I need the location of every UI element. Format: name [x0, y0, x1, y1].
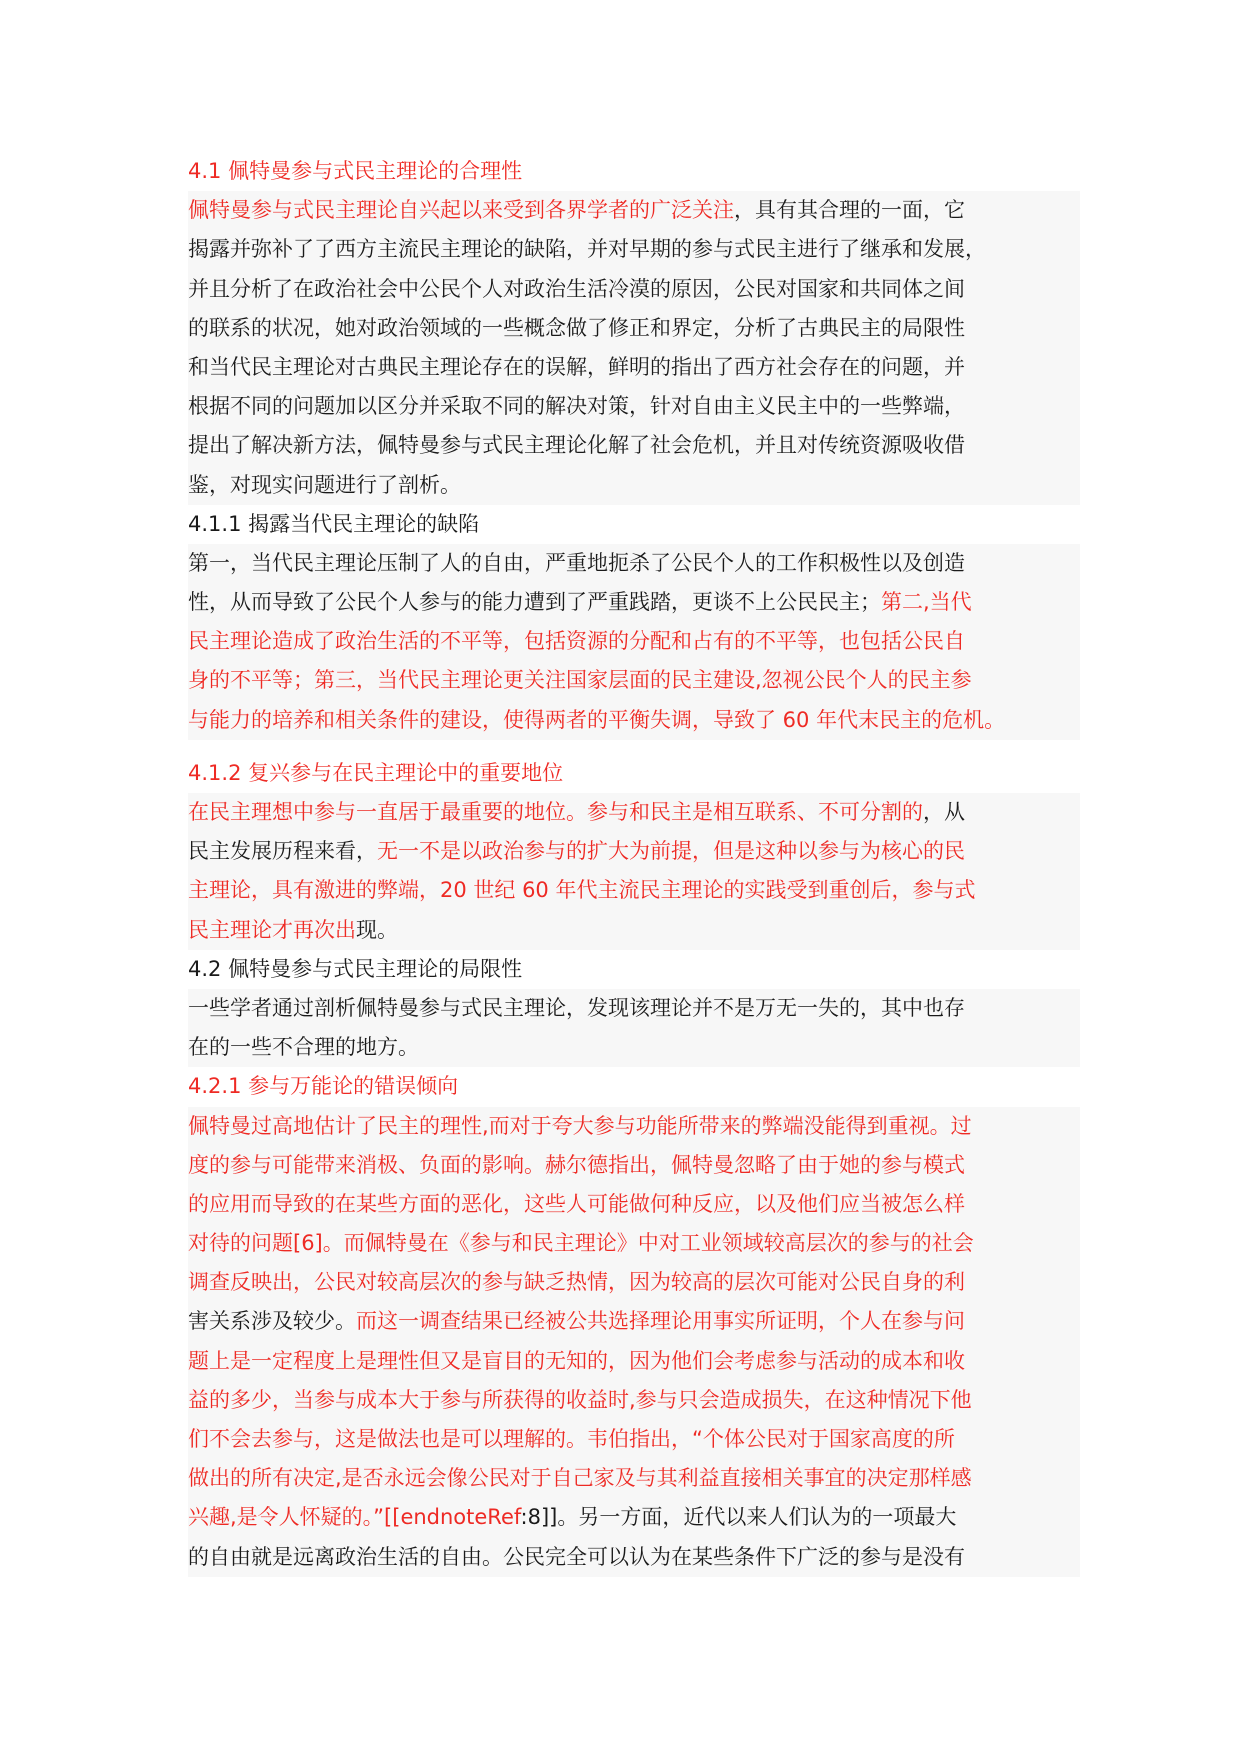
text-line	[188, 309, 1080, 348]
text-run: 主理论，具有激进的弊端，20 世纪 60 年代主流民主理论的实践受到重创后，参与式	[188, 878, 976, 903]
section-heading	[188, 1067, 1080, 1106]
text-run: 4.2 佩特曼参与式民主理论的局限性	[188, 956, 523, 981]
text-line	[188, 387, 1080, 426]
section-heading	[188, 950, 1080, 989]
text-run: 无一不是以政治参与的扩大为前提，但是这种以参与为核心的民	[377, 839, 965, 864]
text-run: 的应用而导致的在某些方面的恶化，这些人可能做何种反应，以及他们应当被怎么样	[188, 1191, 965, 1216]
text-run: 在的一些不合理的地方。	[188, 1035, 419, 1060]
text-line	[188, 871, 1080, 910]
text-run: :8]]。另一方面，近代以来人们认为的一项最大	[520, 1505, 957, 1530]
text-line	[188, 911, 1080, 950]
text-line	[188, 1420, 1080, 1459]
text-line	[188, 230, 1080, 269]
document-body	[188, 152, 1080, 1577]
text-line	[188, 270, 1080, 309]
text-line	[188, 1302, 1080, 1341]
section-heading	[188, 152, 1080, 191]
text-run: 揭露并弥补了了西方主流民主理论的缺陷，并对早期的参与式民主进行了继承和发展，	[188, 237, 986, 262]
text-run: 做出的所有决定,是否永远会像公民对于自己家及与其利益直接相关事宜的决定那样感	[188, 1466, 972, 1491]
text-run: 益的多少，当参与成本大于参与所获得的收益时,参与只会造成损失，在这种情况下他	[188, 1387, 972, 1412]
text-run: 提出了解决新方法，佩特曼参与式民主理论化解了社会危机，并且对传统资源吸收借	[188, 433, 965, 458]
text-line	[188, 1498, 1080, 1537]
text-run: 题上是一定程度上是理性但又是盲目的无知的，因为他们会考虑参与活动的成本和收	[188, 1348, 965, 1373]
text-line	[188, 1459, 1080, 1498]
text-run: 民主理论才再次出	[188, 917, 356, 942]
text-line	[188, 1342, 1080, 1381]
text-run: 性，从而导致了公民个人参与的能力遭到了严重践踏，更谈不上公民民主；	[188, 590, 881, 615]
text-run: 的联系的状况，她对政治领域的一些概念做了修正和界定，分析了古典民主的局限性	[188, 315, 965, 340]
text-run: 害关系涉及较少。	[188, 1309, 356, 1334]
section-heading	[188, 754, 1080, 793]
text-line	[188, 1381, 1080, 1420]
text-line	[188, 348, 1080, 387]
text-line	[188, 191, 1080, 230]
text-run: 第二,当代	[881, 590, 972, 615]
text-line	[188, 1538, 1080, 1577]
text-run: 4.2.1 参与万能论的错误倾向	[188, 1074, 459, 1099]
text-run: ，从	[923, 800, 965, 824]
text-run: 身的不平等；第三，当代民主理论更关注国家层面的民主建设,忽视公民个人的民主参	[188, 668, 972, 693]
text-run: 4.1.2 复兴参与在民主理论中的重要地位	[188, 760, 564, 785]
text-line	[188, 832, 1080, 871]
paragraph-gap	[188, 740, 1080, 754]
text-run: 第一，当代民主理论压制了人的自由，严重地扼杀了公民个人的工作积极性以及创造	[188, 550, 965, 575]
text-run: 在民主理想中参与一直居于最重要的地位。参与和民主是相互联系、不可分割的	[188, 800, 923, 824]
text-run: 民主发展历程来看，	[188, 839, 377, 864]
text-run: 民主理论造成了政治生活的不平等，包括资源的分配和占有的不平等，也包括公民自	[188, 629, 965, 654]
text-line	[188, 426, 1080, 465]
text-line	[188, 793, 1080, 832]
text-run: 4.1 佩特曼参与式民主理论的合理性	[188, 159, 523, 183]
text-line	[188, 466, 1080, 505]
text-line	[188, 989, 1080, 1028]
text-run: 与能力的培养和相关条件的建设，使得两者的平衡失调，导致了 60 年代末民主的危机。	[188, 707, 1006, 732]
text-line	[188, 1185, 1080, 1224]
text-run: 并且分析了在政治社会中公民个人对政治生活冷漠的原因，公民对国家和共同体之间	[188, 276, 965, 301]
text-run: 度的参与可能带来消极、负面的影响。赫尔德指出，佩特曼忽略了由于她的参与模式	[188, 1152, 965, 1177]
text-run: 佩特曼参与式民主理论自兴起以来受到各界学者的广泛关注	[188, 198, 734, 223]
text-run: 根据不同的问题加以区分并采取不同的解决对策，针对自由主义民主中的一些弊端，	[188, 394, 965, 419]
text-line	[188, 1028, 1080, 1067]
text-line	[188, 1146, 1080, 1185]
text-line	[188, 661, 1080, 700]
text-line	[188, 583, 1080, 622]
text-line	[188, 544, 1080, 583]
text-line	[188, 1107, 1080, 1146]
text-run: ，具有其合理的一面，它	[734, 198, 965, 223]
text-run: 鉴，对现实问题进行了剖析。	[188, 472, 461, 497]
text-line	[188, 622, 1080, 661]
text-line	[188, 1263, 1080, 1302]
text-run: 们不会去参与，这是做法也是可以理解的。韦伯指出，“个体公民对于国家高度的所	[188, 1427, 955, 1451]
text-run: 兴趣,是令人怀疑的。”[[endnoteRef	[188, 1505, 521, 1530]
text-run: 佩特曼过高地估计了民主的理性,而对于夸大参与功能所带来的弊端没能得到重视。过	[188, 1113, 972, 1138]
text-run: 调查反映出，公民对较高层次的参与缺乏热情，因为较高的层次可能对公民自身的利	[188, 1270, 965, 1295]
text-run: 现。	[356, 917, 398, 942]
text-run: 而这一调查结果已经被公共选择理论用事实所证明，个人在参与问	[356, 1309, 965, 1334]
section-heading	[188, 505, 1080, 544]
text-run: 对待的问题[6]。而佩特曼在《参与和民主理论》中对工业领域较高层次的参与的社会	[188, 1231, 974, 1256]
text-run: 一些学者通过剖析佩特曼参与式民主理论，发现该理论并不是万无一失的，其中也存	[188, 995, 965, 1020]
text-line	[188, 1224, 1080, 1263]
text-run: 和当代民主理论对古典民主理论存在的误解，鲜明的指出了西方社会存在的问题，并	[188, 354, 965, 379]
text-line	[188, 701, 1080, 740]
text-run: 的自由就是远离政治生活的自由。公民完全可以认为在某些条件下广泛的参与是没有	[188, 1544, 965, 1569]
text-run: 4.1.1 揭露当代民主理论的缺陷	[188, 511, 480, 536]
